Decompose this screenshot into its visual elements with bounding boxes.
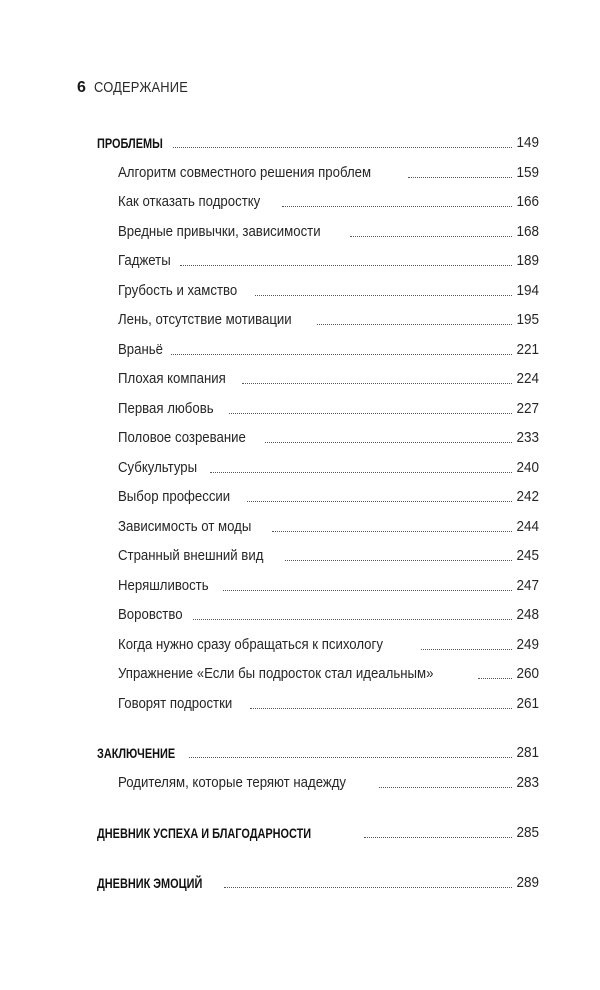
toc-leader-dots bbox=[223, 590, 512, 591]
toc-leader-dots bbox=[272, 531, 512, 532]
toc-page-number: 166 bbox=[516, 193, 539, 210]
running-head bbox=[77, 79, 203, 97]
toc-page-number: 281 bbox=[516, 744, 539, 761]
toc-page-number: 283 bbox=[516, 774, 539, 791]
toc-entry[interactable] bbox=[118, 691, 539, 713]
toc-entry-label: Как отказать подростку bbox=[118, 193, 261, 210]
toc-entry-label: Упражнение «Если бы подросток стал идеальным» bbox=[118, 665, 434, 682]
toc-section-title: ПРОБЛЕМЫ bbox=[97, 135, 163, 151]
toc-entry[interactable] bbox=[118, 219, 539, 241]
toc-entry-label: Когда нужно сразу обращаться к психологу bbox=[118, 636, 383, 653]
toc-entry[interactable] bbox=[118, 632, 539, 654]
toc-leader-dots bbox=[255, 295, 512, 296]
toc-entry[interactable] bbox=[118, 160, 539, 182]
toc-page-number: 149 bbox=[516, 134, 539, 151]
toc-leader-dots bbox=[180, 265, 512, 266]
toc-entry[interactable] bbox=[118, 770, 539, 792]
toc-page-number: 224 bbox=[516, 370, 539, 387]
toc-entry[interactable] bbox=[118, 661, 539, 683]
toc-page-number: 248 bbox=[516, 606, 539, 623]
toc-page-number: 244 bbox=[516, 518, 539, 535]
toc-section-conclusion[interactable] bbox=[97, 740, 539, 762]
toc-entry-label: Родителям, которые теряют надежду bbox=[118, 774, 347, 791]
toc-section-title: ДНЕВНИК ЭМОЦИЙ bbox=[97, 875, 203, 891]
toc-page-number: 249 bbox=[516, 636, 539, 653]
toc-leader-dots bbox=[478, 678, 512, 679]
toc-entry[interactable] bbox=[118, 189, 539, 211]
toc-leader-dots bbox=[224, 887, 512, 888]
toc-entry-label: Воровство bbox=[118, 606, 183, 623]
toc-leader-dots bbox=[247, 501, 511, 502]
toc-leader-dots bbox=[285, 560, 512, 561]
toc-entry-label: Половое созревание bbox=[118, 429, 246, 446]
toc-entry[interactable] bbox=[118, 573, 539, 595]
toc-entry-label: Субкультуры bbox=[118, 459, 198, 476]
toc-entry-label: Гаджеты bbox=[118, 252, 171, 269]
toc-entry-label: Первая любовь bbox=[118, 400, 214, 417]
toc-entry[interactable] bbox=[118, 602, 539, 624]
toc-entry-label: Выбор профессии bbox=[118, 488, 231, 505]
toc-page-number: 240 bbox=[516, 459, 539, 476]
toc-leader-dots bbox=[364, 837, 512, 838]
toc-page-number: 221 bbox=[516, 341, 539, 358]
toc-page-number: 159 bbox=[516, 164, 539, 181]
toc-leader-dots bbox=[171, 354, 512, 355]
toc-page-number: 194 bbox=[516, 282, 539, 299]
toc-page-number: 261 bbox=[516, 695, 539, 712]
toc-leader-dots bbox=[242, 383, 511, 384]
running-title: СОДЕРЖАНИЕ bbox=[94, 79, 189, 96]
toc-entry[interactable] bbox=[118, 337, 539, 359]
toc-leader-dots bbox=[282, 206, 512, 207]
toc-section-emotion-diary[interactable] bbox=[97, 870, 539, 892]
toc-entry-label: Вредные привычки, зависимости bbox=[118, 223, 321, 240]
toc-entry[interactable] bbox=[118, 455, 539, 477]
toc-entry-label: Лень, отсутствие мотивации bbox=[118, 311, 292, 328]
toc-page-number: 289 bbox=[516, 874, 539, 891]
toc-page-number: 245 bbox=[516, 547, 539, 564]
toc-page-number: 168 bbox=[516, 223, 539, 240]
toc-page-number: 260 bbox=[516, 665, 539, 682]
toc-leader-dots bbox=[379, 787, 512, 788]
toc-leader-dots bbox=[173, 147, 512, 148]
toc-entry-label: Алгоритм совместного решения проблем bbox=[118, 164, 372, 181]
toc-entry-label: Грубость и хамство bbox=[118, 282, 238, 299]
toc-leader-dots bbox=[189, 757, 512, 758]
toc-entry-label: Говорят подростки bbox=[118, 695, 233, 712]
toc-section-title: ДНЕВНИК УСПЕХА И БЛАГОДАРНОСТИ bbox=[97, 825, 312, 841]
toc-page-number: 195 bbox=[516, 311, 539, 328]
toc-leader-dots bbox=[229, 413, 512, 414]
toc-entry[interactable] bbox=[118, 366, 539, 388]
toc-entry-label: Зависимость от моды bbox=[118, 518, 252, 535]
toc-page-number: 285 bbox=[516, 824, 539, 841]
toc-entry-label: Странный внешний вид bbox=[118, 547, 264, 564]
toc-entry-label: Плохая компания bbox=[118, 370, 226, 387]
toc-page-number: 242 bbox=[516, 488, 539, 505]
toc-entry[interactable] bbox=[118, 514, 539, 536]
toc-page-number: 227 bbox=[516, 400, 539, 417]
toc-leader-dots bbox=[210, 472, 512, 473]
toc-entry[interactable] bbox=[118, 543, 539, 565]
toc-leader-dots bbox=[408, 177, 512, 178]
toc-page-number: 189 bbox=[516, 252, 539, 269]
toc-leader-dots bbox=[317, 324, 512, 325]
page-number: 6 bbox=[77, 79, 87, 96]
toc-page-number: 233 bbox=[516, 429, 539, 446]
toc-section-title: ЗАКЛЮЧЕНИЕ bbox=[97, 745, 176, 761]
toc-entry[interactable] bbox=[118, 248, 539, 270]
toc-leader-dots bbox=[421, 649, 512, 650]
toc-entry[interactable] bbox=[118, 425, 539, 447]
toc-entry[interactable] bbox=[118, 396, 539, 418]
toc-entry-label: Неряшливость bbox=[118, 577, 209, 594]
toc-leader-dots bbox=[250, 708, 512, 709]
toc-entry[interactable] bbox=[118, 307, 539, 329]
toc-section-problems[interactable] bbox=[97, 130, 539, 152]
toc-entry-label: Враньё bbox=[118, 341, 164, 358]
toc-leader-dots bbox=[350, 236, 512, 237]
toc-page-number: 247 bbox=[516, 577, 539, 594]
toc-entry[interactable] bbox=[118, 484, 539, 506]
toc-leader-dots bbox=[193, 619, 512, 620]
toc-section-success-diary[interactable] bbox=[97, 820, 539, 842]
toc-entry[interactable] bbox=[118, 278, 539, 300]
toc-leader-dots bbox=[265, 442, 512, 443]
